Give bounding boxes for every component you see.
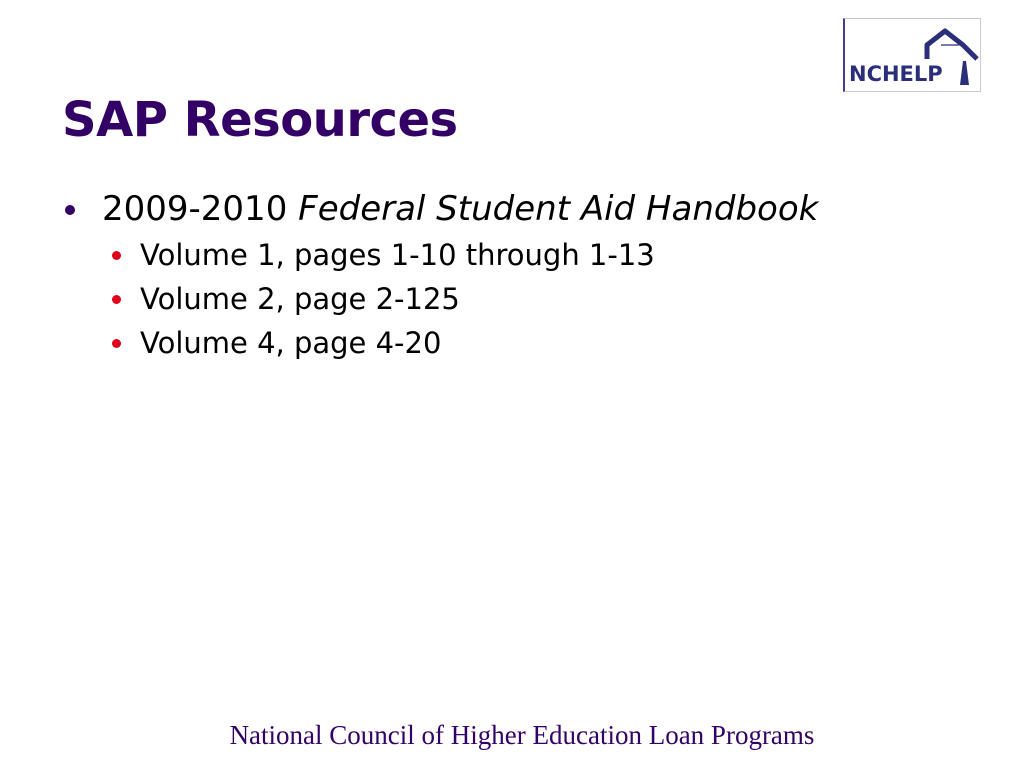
logo-text: NCHELP <box>849 62 943 86</box>
bullet-item-handbook <box>60 185 818 365</box>
sub-bullet-item <box>102 277 818 321</box>
sub-bullet-item <box>102 321 818 365</box>
handbook-title: Federal Student Aid Handbook <box>298 189 819 229</box>
sub-bullet-dot-icon <box>112 295 121 304</box>
sub-bullet-dot-icon <box>112 339 121 348</box>
sub-bullet-list <box>102 233 818 365</box>
bullet-list <box>60 185 818 365</box>
house-logo-icon <box>845 19 981 91</box>
sub-bullet-item <box>102 233 818 277</box>
slide-footer: National Council of Higher Education Loan Programs <box>229 720 815 750</box>
sub-bullet-text: Volume 4, page 4-20 <box>140 326 442 360</box>
nchelp-logo <box>843 18 981 92</box>
sub-bullet-text: Volume 2, page 2-125 <box>140 282 460 316</box>
sub-bullet-dot-icon <box>112 251 121 260</box>
bullet-dot-icon <box>65 205 75 215</box>
bullet-prefix: 2009-2010 <box>102 189 299 229</box>
slide-title: SAP Resources <box>62 92 458 148</box>
sub-bullet-text: Volume 1, pages 1-10 through 1-13 <box>140 238 655 272</box>
